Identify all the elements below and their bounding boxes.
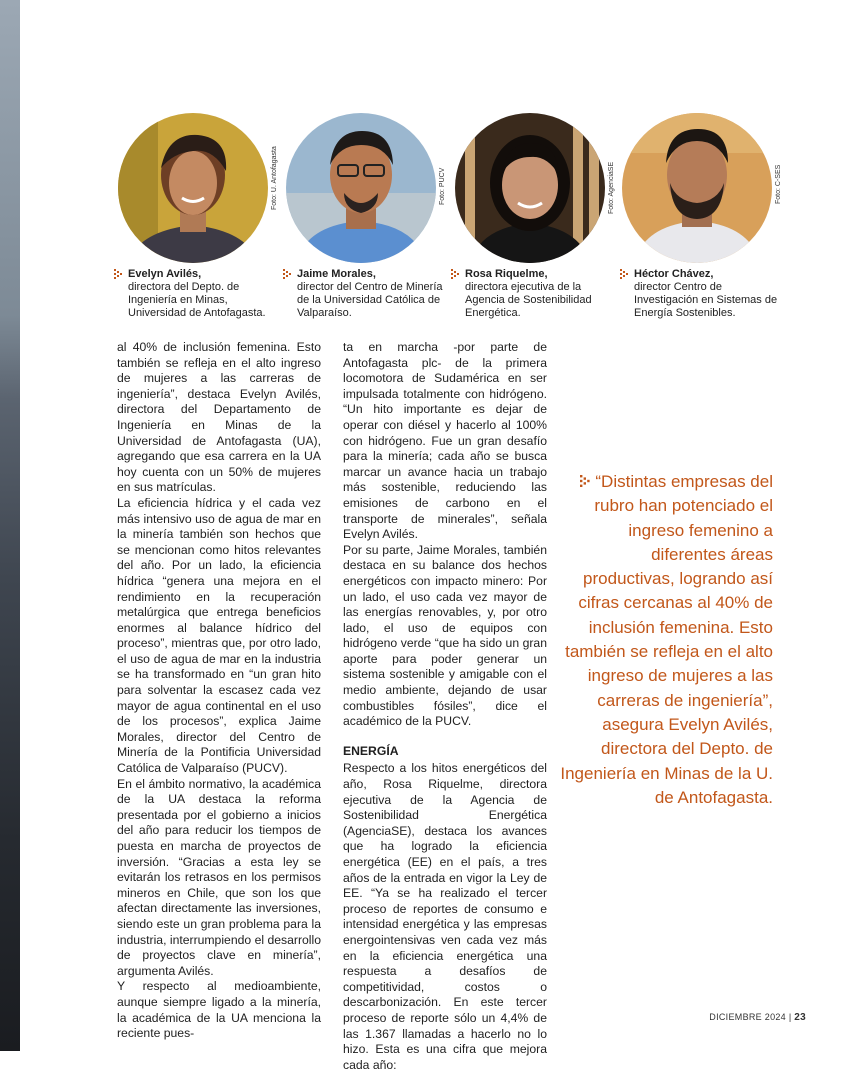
portrait-jaime-morales (286, 113, 436, 263)
caption-rosa-riquelme (465, 268, 615, 320)
caption-role: directora del Depto. de Ingeniería en Minas, Universidad de Antofagasta. (128, 281, 266, 319)
portrait-rosa-riquelme (455, 113, 605, 263)
pull-quote (560, 470, 773, 810)
paragraph: La eficiencia hídrica y el cada vez más intensivo uso de agua de mar en la minería también son hechos que se mencionan como hitos relevantes del año. Por un lado, la eficiencia hídrica “genera una mejora en el rendimiento en la recuperación metalúrgica que entrega beneficios enormes al balance hídrico del proceso”, mientras que, por otro lado, el uso de agua de mar en la industria se ha transformado en “un gran hito para solventar la escasez cada vez mayor de agua continental en el uso de los procesos”, explica Jaime Morales, director del Centro de Minería de la Pontificia Universidad Católica de Valparaíso (PUCV). (117, 495, 321, 776)
caption-role: director Centro de Investigación en Sistemas de Energía Sostenibles. (634, 281, 778, 319)
caption-name: Héctor Chávez, (634, 268, 714, 280)
caption-hector-chavez (634, 268, 784, 320)
paragraph: En el ámbito normativo, la académica de la UA destaca la reforma presentada por el gobierno a inicios del año para reducir los tiempos de puesta en marcha de proyectos de inversión. “Gracias a esta ley se evitarán los retrasos en los permisos mineros en Chile, que son los que afectan directamente las inversiones, siendo este un gran problema para la industria, interrumpiendo el desarrollo de proyectos clave en minería”, argumenta Avilés. (117, 776, 321, 978)
paragraph: Respecto a los hitos energéticos del año, Rosa Riquelme, directora ejecutiva de la Agencia de Sostenibilidad Energética (AgenciaSE), destaca los avances que ha logrado la eficiencia energética (EE) en el país, a tres años de la entrada en vigor la Ley de EE. “Ya se ha realizado el tercer proceso de reportes de consumo e intensidad energética y las empresas energointensivas ven cada vez más en la eficiencia energética una respuesta a desafíos de competitividad, costos o descarbonización. En este tercer proceso de reporte sólo un 4,4% de las 1.367 llamadas a hacerlo no lo hizo. Esta es una cifra que mejora cada año: (343, 761, 547, 1072)
arrow-bullet-icon (620, 269, 630, 279)
pull-quote-text: “Distintas empresas del rubro han potenciado el ingreso femenino a diferentes áreas productivas, logrando así cifras cercanas al 40% de inclusión femenina. Esto también se refleja en el alto ingreso de mujeres a las carreras de ingeniería”, asegura Evelyn Avilés, directora del Depto. de Ingeniería en Minas de la U. de Antofagasta. (560, 472, 773, 807)
paragraph: Y respecto al medioambiente, aunque siempre ligado a la minería, la académica de la UA menciona la reciente pues- (117, 979, 321, 1041)
paragraph: Por su parte, Jaime Morales, también destaca en su balance dos hechos energéticos con impacto minero: Por un lado, el uso cada vez mayor de las energías renovables, y, por otro lado, el uso de equipos con hidrógeno verde “que ha sido un gran aporte para poder generar un sistema sostenible y amigable con el medio ambiente, dejando de usar combustibles fósiles”, dice el académico de la PUCV. (343, 542, 547, 729)
photo-credit-1: Foto: U. Antofagasta (271, 146, 278, 210)
paragraph: al 40% de inclusión femenina. Esto también se refleja en el alto ingreso de mujeres a las carreras de ingeniería”, destaca Evelyn Avilés, directora del Departamento de Ingeniería en Minas de la Universidad de Antofagasta (UA), agregando que esa carrera en la UA hoy cuenta con un 50% de mujeres en sus matrículas. (117, 340, 321, 495)
issue-date: DICIEMBRE 2024 (709, 1012, 786, 1022)
photo-credit-4: Foto: C-SES (775, 164, 782, 204)
paragraph: ta en marcha -por parte de Antofagasta plc- de la primera locomotora de Sudamérica en ser impulsada totalmente con hidrógeno. “Un hito importante es dejar de operar con diésel y hacerlo al 100% con hidrógeno. Fue un gran desafío para la minería; cada año se busca marcar un avance hacia un trabajo más sostenible, reduciendo las emisiones de carbono en el transporte de minerales”, señala Evelyn Avilés. (343, 340, 547, 542)
left-edge-photo-strip (0, 0, 20, 1051)
caption-name: Jaime Morales, (297, 268, 376, 280)
section-heading: ENERGÍA (343, 743, 399, 758)
arrow-bullet-icon (580, 475, 592, 487)
arrow-bullet-icon (451, 269, 461, 279)
caption-role: directora ejecutiva de la Agencia de Sostenibilidad Energética. (465, 281, 592, 319)
arrow-bullet-icon (283, 269, 293, 279)
caption-role: director del Centro de Minería de la Universidad Católica de Valparaíso. (297, 281, 443, 319)
portrait-evelyn-aviles (118, 113, 268, 263)
caption-name: Rosa Riquelme, (465, 268, 548, 280)
caption-jaime-morales (297, 268, 447, 320)
article-column-2 (343, 340, 547, 1073)
page-footer (709, 1012, 806, 1023)
caption-evelyn-aviles (128, 268, 278, 320)
page-number: 23 (794, 1012, 806, 1023)
footer-separator: | (788, 1012, 792, 1022)
article-column-1 (117, 340, 321, 1042)
arrow-bullet-icon (114, 269, 124, 279)
caption-name: Evelyn Avilés, (128, 268, 202, 280)
photo-credit-2: Foto: PUCV (439, 167, 446, 205)
photo-credit-3: Foto: AgenciaSE (608, 161, 615, 214)
portrait-hector-chavez (622, 113, 772, 263)
